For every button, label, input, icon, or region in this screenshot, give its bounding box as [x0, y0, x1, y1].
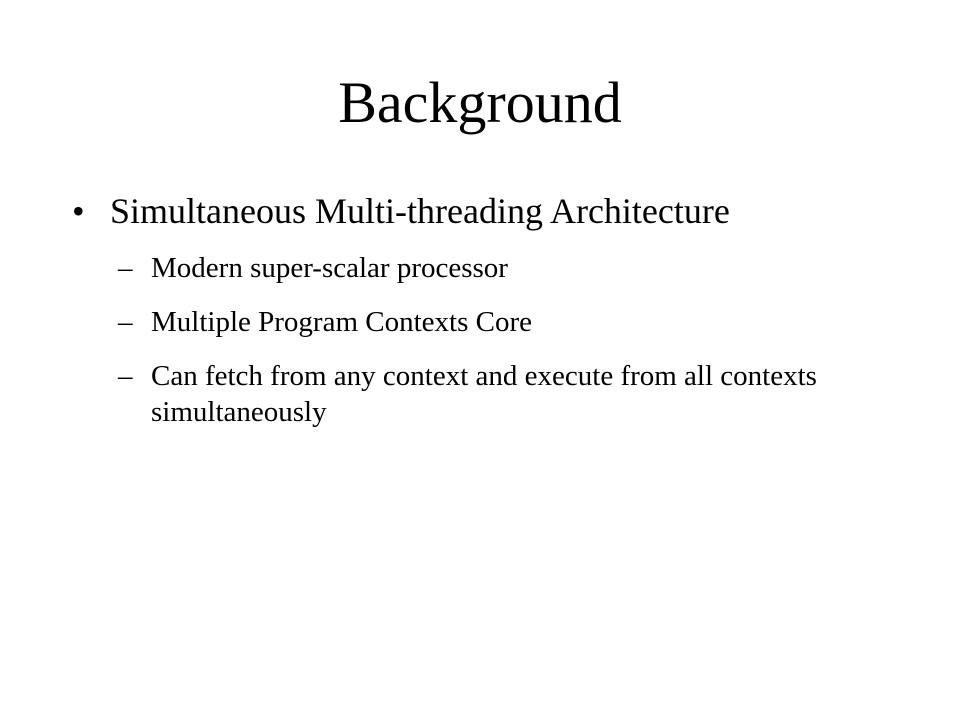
- sub-bullet-list: [118, 250, 878, 448]
- sub-bullet-item: [118, 250, 878, 286]
- sub-bullet-item: [118, 358, 878, 430]
- dash-icon: –: [118, 360, 133, 392]
- sub-bullet-item: [118, 304, 878, 340]
- slide-title: Background: [338, 70, 622, 135]
- sub-bullet-text: Modern super-scalar processor: [151, 252, 508, 284]
- sub-bullet-text: Multiple Program Contexts Core: [151, 306, 532, 338]
- dash-icon: –: [118, 252, 133, 284]
- bullet-item: [72, 189, 730, 233]
- bullet-icon: •: [72, 191, 85, 231]
- sub-bullet-text: Can fetch from any context and execute from all contexts simultaneously: [151, 360, 817, 428]
- dash-icon: –: [118, 306, 133, 338]
- bullet-text: Simultaneous Multi-threading Architecture: [110, 191, 730, 231]
